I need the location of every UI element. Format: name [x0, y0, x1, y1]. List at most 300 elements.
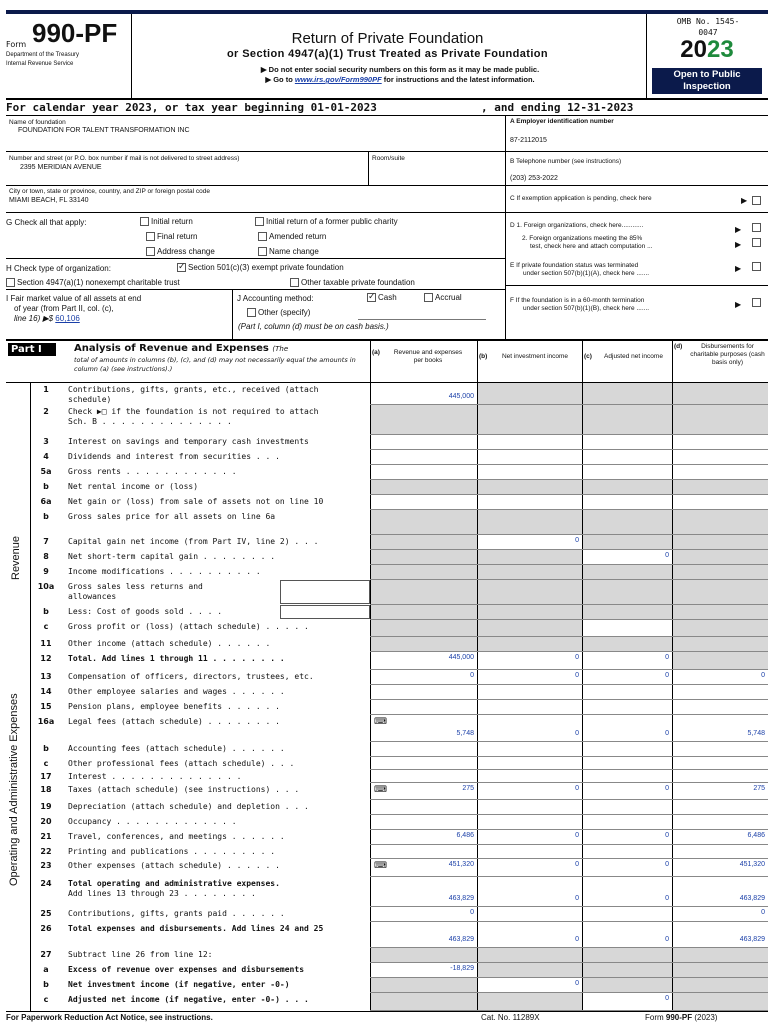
- f-label-1: F If the foundation is in a 60-month termination: [510, 297, 645, 304]
- name-label: Name of foundation: [9, 119, 66, 126]
- cell-value: 275: [462, 785, 474, 792]
- row-number: 3: [43, 437, 49, 446]
- j-accrual-label: Accrual: [435, 293, 462, 302]
- h-opt1[interactable]: [177, 263, 344, 272]
- cell-col-b[interactable]: [478, 700, 582, 714]
- phone-label: B Telephone number (see instructions): [510, 158, 622, 165]
- cell-col-d[interactable]: [673, 800, 768, 814]
- cell-col-a[interactable]: [371, 465, 477, 479]
- cell-col-c[interactable]: [583, 700, 672, 714]
- cell-col-b[interactable]: [478, 715, 582, 741]
- cell-col-c[interactable]: [583, 565, 672, 579]
- cell-col-d[interactable]: [673, 550, 768, 564]
- col-b-title: Net investment income: [501, 353, 569, 360]
- cell-col-b[interactable]: [478, 652, 582, 669]
- row-number: 13: [40, 672, 52, 681]
- cell-col-c[interactable]: [583, 550, 672, 564]
- e-label-1: E If private foundation status was terminated: [510, 262, 639, 269]
- cell-col-d[interactable]: [673, 652, 768, 669]
- row-label: Net short-term capital gain . . . . . . . .: [68, 552, 276, 561]
- cell-col-c[interactable]: [583, 783, 672, 799]
- col-b-header: [478, 349, 582, 361]
- cell-col-c[interactable]: [583, 978, 672, 992]
- omb-label: OMB No. 1545-: [676, 17, 740, 26]
- row-label-line2: Sch. B . . . . . . . . . . . . . .: [68, 417, 232, 426]
- cell-col-d[interactable]: [673, 580, 768, 604]
- cell-value: 0: [575, 537, 579, 544]
- cell-col-b[interactable]: [478, 465, 582, 479]
- cell-col-c[interactable]: [583, 815, 672, 829]
- row-label: Other income (attach schedule) . . . . . .: [68, 639, 271, 648]
- cell-col-a[interactable]: [371, 830, 477, 844]
- row-number: 12: [40, 654, 52, 663]
- cell-col-b[interactable]: [478, 605, 582, 619]
- divider: [6, 258, 506, 259]
- row-label-line2: Add lines 13 through 23 . . . . . . . .: [68, 889, 256, 898]
- cell-col-a[interactable]: [371, 922, 477, 947]
- cell-value: 0: [575, 861, 579, 868]
- cell-value: 0: [761, 672, 765, 679]
- cell-value: 6,486: [747, 832, 765, 839]
- footer-form-word: Form: [645, 1013, 666, 1022]
- row-label: Dividends and interest from securities . . .: [68, 452, 280, 461]
- g-name-change[interactable]: [258, 247, 319, 256]
- cell-col-b[interactable]: [478, 550, 582, 564]
- cell-value: 463,829: [739, 936, 765, 943]
- cell-col-a[interactable]: [371, 877, 477, 906]
- cell-col-c[interactable]: [583, 757, 672, 769]
- cell-value: 0: [470, 909, 474, 916]
- cell-col-a[interactable]: [371, 480, 477, 494]
- cell-col-b[interactable]: [478, 877, 582, 906]
- row-label: Occupancy . . . . . . . . . . . . .: [68, 817, 237, 826]
- cell-col-d[interactable]: [673, 845, 768, 858]
- calendar-year-line: For calendar year 2023, or tax year beginning 01-01-2023: [6, 101, 377, 114]
- cell-col-d[interactable]: [673, 565, 768, 579]
- cell-col-d[interactable]: [673, 757, 768, 769]
- cell-col-c[interactable]: [583, 435, 672, 449]
- cell-col-c[interactable]: [583, 963, 672, 977]
- e-checkbox[interactable]: [752, 262, 763, 271]
- cell-col-d[interactable]: [673, 510, 768, 534]
- cell-value: 0: [575, 785, 579, 792]
- irs-link[interactable]: www.irs.gov/Form990PF: [294, 75, 382, 84]
- cell-value: 0: [665, 672, 669, 679]
- cell-col-d[interactable]: [673, 670, 768, 684]
- cell-col-c[interactable]: [583, 637, 672, 651]
- cell-col-b[interactable]: [478, 685, 582, 699]
- row-label: Other employee salaries and wages . . . . . .: [68, 687, 285, 696]
- row-number: c: [43, 622, 49, 631]
- cell-col-c[interactable]: [583, 620, 672, 636]
- cell-col-c[interactable]: [583, 652, 672, 669]
- cell-col-a[interactable]: [371, 652, 477, 669]
- cell-col-c[interactable]: [583, 907, 672, 921]
- cell-col-b[interactable]: [478, 405, 582, 434]
- cell-col-a[interactable]: [371, 450, 477, 464]
- cell-col-b[interactable]: [478, 535, 582, 549]
- cell-col-b[interactable]: [478, 670, 582, 684]
- row-number: 9: [43, 567, 49, 576]
- arrow-icon: ▶: [735, 264, 742, 273]
- inspection-line1: Open to Public: [673, 69, 741, 80]
- cell-col-d[interactable]: [673, 963, 768, 977]
- cell-col-b[interactable]: [478, 815, 582, 829]
- inline-amount-box[interactable]: [280, 580, 370, 604]
- cell-col-b[interactable]: [478, 993, 582, 1010]
- cell-value: 0: [470, 672, 474, 679]
- j-accrual[interactable]: [424, 293, 462, 302]
- row-number: 15: [40, 702, 52, 711]
- cell-col-d[interactable]: [673, 922, 768, 947]
- g-final-return[interactable]: [146, 232, 197, 241]
- cell-col-d[interactable]: [673, 465, 768, 479]
- cell-col-d[interactable]: [673, 907, 768, 921]
- cell-col-a[interactable]: [371, 993, 477, 1010]
- cell-col-a[interactable]: [371, 510, 477, 534]
- cell-col-c[interactable]: [583, 383, 672, 404]
- c-checkbox[interactable]: [752, 196, 763, 205]
- h-opt2-label: Section 4947(a)(1) nonexempt charitable trust: [17, 278, 180, 287]
- cell-col-c[interactable]: [583, 770, 672, 782]
- tax-year: [646, 36, 768, 64]
- f-checkbox[interactable]: [752, 298, 763, 307]
- cell-col-d[interactable]: [673, 783, 768, 799]
- g-initial-former[interactable]: [255, 217, 398, 226]
- row-label: Gross profit or (loss) (attach schedule) . . . . .: [68, 622, 309, 631]
- h-opt3[interactable]: [290, 278, 415, 287]
- attachment-icon[interactable]: ⌨: [374, 861, 387, 871]
- cell-col-a[interactable]: [371, 670, 477, 684]
- h-opt1-label: Section 501(c)(3) exempt private foundation: [188, 263, 344, 272]
- row-number: 11: [40, 639, 52, 648]
- cell-col-a[interactable]: [371, 907, 477, 921]
- cell-col-a[interactable]: [371, 405, 477, 434]
- street-value: 2395 MERIDIAN AVENUE: [20, 164, 102, 171]
- cell-col-d[interactable]: [673, 605, 768, 619]
- inline-amount-box[interactable]: [280, 605, 370, 619]
- cell-col-d[interactable]: [673, 830, 768, 844]
- cell-col-b[interactable]: [478, 450, 582, 464]
- row-label: Net gain or (loss) from sale of assets not on line 10: [68, 497, 324, 506]
- cell-value: 0: [575, 654, 579, 661]
- cell-col-a[interactable]: [371, 637, 477, 651]
- fmv-value: 60,106: [55, 314, 80, 323]
- cell-col-a[interactable]: [371, 700, 477, 714]
- instructions-post: for instructions and the latest information.: [381, 75, 535, 84]
- cell-value: 6,486: [456, 832, 474, 839]
- inspection-line2: Inspection: [683, 81, 731, 92]
- side-divider: [30, 382, 31, 1012]
- cell-col-a[interactable]: [371, 757, 477, 769]
- cell-col-c[interactable]: [583, 465, 672, 479]
- col-a-title: Revenue and expenses per books: [393, 349, 463, 364]
- cell-col-b[interactable]: [478, 783, 582, 799]
- g-initial-return[interactable]: [140, 217, 193, 226]
- form-word: Form: [6, 40, 27, 49]
- row-number: 27: [40, 950, 52, 959]
- cell-col-c[interactable]: [583, 685, 672, 699]
- paperwork-notice: For Paperwork Reduction Act Notice, see instructions.: [6, 1013, 213, 1022]
- g-amended-return[interactable]: [258, 232, 326, 241]
- cell-value: 463,829: [448, 895, 474, 902]
- cell-col-a[interactable]: [371, 845, 477, 858]
- cell-col-b[interactable]: [478, 620, 582, 636]
- cell-col-c[interactable]: [583, 510, 672, 534]
- row-label: Other professional fees (attach schedule) . . .: [68, 759, 295, 768]
- j-cash[interactable]: [367, 293, 397, 302]
- right-column-divider: [505, 115, 506, 339]
- row-label: Travel, conferences, and meetings . . . . . .: [68, 832, 285, 841]
- form-footer: [645, 1013, 717, 1022]
- col-a-letter: (a): [372, 349, 380, 356]
- cell-col-d[interactable]: [673, 620, 768, 636]
- cell-col-b[interactable]: [478, 435, 582, 449]
- row-number: 16a: [37, 717, 55, 726]
- row-label: Gross sales price for all assets on line 6a: [68, 512, 276, 521]
- cell-col-d[interactable]: [673, 948, 768, 962]
- cell-value: 0: [665, 995, 669, 1002]
- g-address-change[interactable]: [146, 247, 215, 256]
- cell-col-c[interactable]: [583, 605, 672, 619]
- cell-col-d[interactable]: [673, 685, 768, 699]
- cell-col-c[interactable]: [583, 480, 672, 494]
- arrow-icon: ▶: [735, 240, 742, 249]
- divider: [6, 339, 768, 341]
- cell-col-b[interactable]: [478, 742, 582, 756]
- cell-col-d[interactable]: [673, 978, 768, 992]
- part1-title: [74, 343, 288, 354]
- cell-col-c[interactable]: [583, 948, 672, 962]
- g-name-change-label: Name change: [269, 247, 319, 256]
- cell-col-d[interactable]: [673, 742, 768, 756]
- cell-col-b[interactable]: [478, 978, 582, 992]
- side-label-expenses: Operating and Administrative Expenses: [8, 693, 20, 886]
- instructions-line: [180, 75, 620, 84]
- cell-col-c[interactable]: [583, 922, 672, 947]
- row-label: Compensation of officers, directors, trustees, etc.: [68, 672, 314, 681]
- cell-col-a[interactable]: [371, 435, 477, 449]
- cell-value: 0: [575, 832, 579, 839]
- row-label-line2: schedule): [68, 395, 112, 404]
- cell-col-a[interactable]: [371, 685, 477, 699]
- cell-col-d[interactable]: [673, 700, 768, 714]
- cell-col-b[interactable]: [478, 383, 582, 404]
- row-number: b: [43, 512, 49, 521]
- i-section: [6, 294, 141, 324]
- city-label: City or town, state or province, country, and ZIP or foreign postal code: [9, 188, 210, 195]
- cell-col-c[interactable]: [583, 580, 672, 604]
- cell-col-b[interactable]: [478, 480, 582, 494]
- cell-col-c[interactable]: [583, 800, 672, 814]
- g-address-change-label: Address change: [157, 247, 215, 256]
- footer-divider: [6, 1011, 768, 1012]
- cell-col-b[interactable]: [478, 510, 582, 534]
- cell-col-a[interactable]: [371, 580, 477, 604]
- cell-col-d[interactable]: [673, 535, 768, 549]
- cell-col-a[interactable]: [371, 605, 477, 619]
- cell-col-c[interactable]: [583, 450, 672, 464]
- row-number: 25: [40, 909, 52, 918]
- j-other[interactable]: [247, 308, 310, 317]
- cell-col-b[interactable]: [478, 830, 582, 844]
- cell-col-a[interactable]: [371, 550, 477, 564]
- cell-col-a[interactable]: [371, 742, 477, 756]
- divider: [6, 289, 506, 290]
- foundation-name: FOUNDATION FOR TALENT TRANSFORMATION INC: [18, 127, 190, 134]
- cell-col-b[interactable]: [478, 800, 582, 814]
- cell-col-d[interactable]: [673, 993, 768, 1010]
- attachment-icon[interactable]: ⌨: [374, 785, 387, 795]
- row-label: Contributions, gifts, grants, etc., received (attach: [68, 385, 319, 394]
- j-other-input-line[interactable]: [358, 319, 486, 320]
- city-value: MIAMI BEACH, FL 33140: [9, 197, 89, 204]
- cell-col-c[interactable]: [583, 993, 672, 1010]
- cell-value: 0: [665, 785, 669, 792]
- cell-value: 0: [665, 552, 669, 559]
- j-cash-label: Cash: [378, 293, 397, 302]
- row-label: Total. Add lines 1 through 11 . . . . . . . .: [68, 654, 285, 663]
- cell-col-d[interactable]: [673, 770, 768, 782]
- row-number: b: [43, 980, 49, 989]
- cell-col-c[interactable]: [583, 405, 672, 434]
- cell-col-a[interactable]: [371, 963, 477, 977]
- row-number: 8: [43, 552, 49, 561]
- cell-col-d[interactable]: [673, 383, 768, 404]
- cell-value: 5,748: [747, 730, 765, 737]
- cell-col-c[interactable]: [583, 877, 672, 906]
- row-label: Printing and publications . . . . . . . . .: [68, 847, 276, 856]
- cell-col-b[interactable]: [478, 845, 582, 858]
- cell-col-c[interactable]: [583, 830, 672, 844]
- cell-col-d[interactable]: [673, 450, 768, 464]
- row-label: Less: Cost of goods sold . . . .: [68, 607, 223, 616]
- i-line3: line 16) ▶$: [14, 314, 54, 323]
- cell-col-c[interactable]: [583, 495, 672, 509]
- d1-checkbox[interactable]: [752, 223, 763, 232]
- cell-col-d[interactable]: [673, 405, 768, 434]
- row-number: 1: [43, 385, 49, 394]
- cell-col-b[interactable]: [478, 770, 582, 782]
- attachment-icon[interactable]: ⌨: [374, 717, 387, 727]
- ij-divider: [232, 289, 233, 339]
- cell-col-c[interactable]: [583, 845, 672, 858]
- row-label: Gross rents . . . . . . . . . . . .: [68, 467, 237, 476]
- row-label: Net investment income (if negative, enter -0-): [68, 980, 290, 989]
- cell-col-d[interactable]: [673, 815, 768, 829]
- cell-col-d[interactable]: [673, 495, 768, 509]
- cell-value: 0: [575, 672, 579, 679]
- cell-col-b[interactable]: [478, 637, 582, 651]
- cell-col-b[interactable]: [478, 580, 582, 604]
- cell-col-a[interactable]: [371, 815, 477, 829]
- header-divider: [6, 98, 768, 100]
- cell-col-b[interactable]: [478, 757, 582, 769]
- cell-col-d[interactable]: [673, 859, 768, 876]
- cell-col-a[interactable]: [371, 620, 477, 636]
- row-number: 18: [40, 785, 52, 794]
- phone-value: (203) 253-2022: [510, 175, 558, 182]
- divider: [505, 285, 768, 286]
- row-number: 10a: [37, 582, 55, 591]
- divider: [505, 185, 768, 186]
- cell-col-b[interactable]: [478, 922, 582, 947]
- row-number: 26: [40, 924, 52, 933]
- row-number: b: [43, 482, 49, 491]
- cell-col-b[interactable]: [478, 859, 582, 876]
- cell-col-d[interactable]: [673, 715, 768, 741]
- i-line1: I Fair market value of all assets at end: [6, 294, 142, 303]
- cell-col-a[interactable]: [371, 948, 477, 962]
- col-c-header: [583, 349, 672, 361]
- row-label: Gross sales less returns and: [68, 582, 203, 591]
- cell-value: 445,000: [448, 393, 474, 400]
- row-number: 23: [40, 861, 52, 870]
- row-number: 4: [43, 452, 49, 461]
- cell-col-a[interactable]: [371, 495, 477, 509]
- divider: [6, 115, 768, 116]
- cell-value: -18,829: [450, 965, 474, 972]
- col-d-header: [673, 343, 768, 367]
- cell-col-b[interactable]: [478, 565, 582, 579]
- row-label-line2: allowances: [68, 592, 117, 601]
- cell-col-d[interactable]: [673, 435, 768, 449]
- footer-form-year: (2023): [692, 1013, 718, 1022]
- cell-col-c[interactable]: [583, 715, 672, 741]
- cell-col-c[interactable]: [583, 742, 672, 756]
- cell-col-a[interactable]: [371, 565, 477, 579]
- side-label-revenue: Revenue: [10, 535, 22, 580]
- street-label: Number and street (or P.O. box number if mail is not delivered to street address): [9, 155, 240, 162]
- cell-col-a[interactable]: [371, 978, 477, 992]
- row-number: b: [43, 607, 49, 616]
- cell-col-b[interactable]: [478, 907, 582, 921]
- cell-col-c[interactable]: [583, 859, 672, 876]
- row-label: Subtract line 26 from line 12:: [68, 950, 213, 959]
- g-label: G Check all that apply:: [6, 218, 87, 227]
- cell-col-a[interactable]: [371, 535, 477, 549]
- col-a-header: [371, 349, 477, 365]
- f-label-2: under section 507(b)(1)(B), check here .......: [523, 305, 650, 312]
- cell-col-d[interactable]: [673, 480, 768, 494]
- row-number: c: [43, 759, 49, 768]
- room-label: Room/suite: [372, 155, 405, 162]
- row-label: Contributions, gifts, grants paid . . . . . .: [68, 909, 285, 918]
- cell-col-c[interactable]: [583, 670, 672, 684]
- cell-col-c[interactable]: [583, 535, 672, 549]
- row-label: Total expenses and disbursements. Add lines 24 and 25: [68, 924, 324, 933]
- i-line2: of year (from Part II, col. (c),: [14, 304, 114, 313]
- d2-checkbox[interactable]: [752, 238, 763, 247]
- cell-col-d[interactable]: [673, 637, 768, 651]
- cell-value: 0: [575, 895, 579, 902]
- part1-label: Part I: [8, 343, 56, 356]
- form-subtitle: or Section 4947(a)(1) Trust Treated as Private Foundation: [226, 48, 549, 60]
- cell-col-b[interactable]: [478, 963, 582, 977]
- cell-value: 0: [665, 832, 669, 839]
- cell-col-a[interactable]: [371, 770, 477, 782]
- d1-label: D 1. Foreign organizations, check here............: [510, 222, 644, 229]
- cell-col-b[interactable]: [478, 495, 582, 509]
- cell-col-d[interactable]: [673, 877, 768, 906]
- cell-col-a[interactable]: [371, 800, 477, 814]
- cell-col-b[interactable]: [478, 948, 582, 962]
- cell-col-a[interactable]: [371, 383, 477, 404]
- row-label: Legal fees (attach schedule) . . . . . . . .: [68, 717, 280, 726]
- department: [6, 51, 130, 69]
- h-opt2[interactable]: [6, 278, 180, 287]
- row-label: Total operating and administrative expenses.: [68, 879, 280, 888]
